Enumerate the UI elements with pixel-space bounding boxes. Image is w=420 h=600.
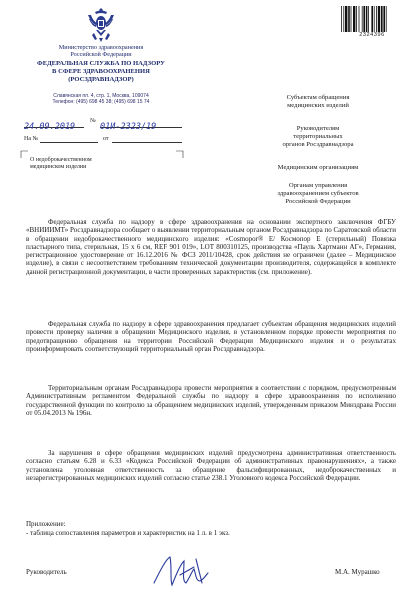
barcode-bar bbox=[359, 6, 360, 32]
recipient-line: Руководителям bbox=[296, 125, 340, 132]
sender-phone: Телефон: (495) 698 45 38; (495) 698 15 74 bbox=[52, 99, 150, 105]
sender-address: Славянская пл. 4, стр. 1, Москва, 109074 bbox=[53, 93, 149, 99]
agency-name-line2: В СФЕРЕ ЗДРАВООХРАНЕНИЯ bbox=[52, 68, 150, 75]
reply-from-label: от bbox=[103, 136, 109, 142]
document-date: 24.09.2019 bbox=[24, 122, 76, 132]
number-prefix: № bbox=[90, 118, 96, 124]
barcode-bar bbox=[383, 6, 385, 32]
barcode-bar bbox=[345, 6, 347, 32]
barcode-bar bbox=[376, 6, 377, 32]
recipient-line: здравоохранением субъектов bbox=[277, 190, 359, 197]
ministry-name-line2: Российской Федерации bbox=[70, 51, 132, 58]
reply-to-number-field bbox=[40, 135, 98, 143]
signatory-name: М.А. Мурашко bbox=[335, 568, 380, 576]
coat-of-arms-emblem bbox=[86, 6, 116, 44]
recipient-territorial-bodies bbox=[238, 125, 398, 149]
recipient-line: Органам управления bbox=[288, 182, 348, 189]
barcode-bar bbox=[371, 6, 373, 32]
subject-line2: медицинском изделии bbox=[30, 164, 87, 170]
barcode-bar bbox=[363, 6, 365, 32]
recipient-line: Субъектам обращения bbox=[286, 94, 350, 101]
handwritten-signature bbox=[150, 553, 230, 591]
number-field bbox=[100, 116, 182, 132]
body-paragraph-3: Территориальным органам Росздравнадзора провести мероприятия в соответствии с порядком, предусмотренным Административным регламентом Федеральной службы по надзору в сфере здравоохранения по исполнению государственной функции по контролю за обращением медицинских изделий, утвержденным приказом Минздрава России от 05.04.2013 № 196н. bbox=[26, 384, 396, 417]
annex-label: Приложение: bbox=[26, 520, 66, 528]
recipient-line: Российской Федерации bbox=[285, 198, 351, 205]
recipient-line: органов Росздравнадзора bbox=[282, 141, 354, 148]
subject bbox=[30, 157, 92, 171]
recipient-line: Медицинским организациям bbox=[277, 164, 359, 171]
body-paragraph-2: Федеральная служба по надзору в сфере здравоохранения предлагает субъектам обращения медицинских изделий провести проверку наличия в обращении Медицинского изделия, в установленном порядке провести мероприятия по предотвращению обращения на территории Российской Федерации Медицинского изделия и о результатах проинформировать соответствующий территориальный орган Росздравнадзора. bbox=[26, 320, 396, 353]
ministry-name-line1: Министерство здравоохранения bbox=[58, 44, 144, 51]
barcode-bar bbox=[381, 6, 383, 32]
subject-line1: О недоброкачественном bbox=[30, 157, 92, 163]
barcode-bar bbox=[343, 6, 344, 32]
body-paragraph-4: За нарушения в сфере обращения медицинских изделий предусмотрена административная ответственность согласно статьям 6.28 и 6.33 «Кодекса Российской Федерации об административных правонарушениях», а также установлена уголовная ответственность за обращение фальсифицированных, недоброкачественных и незарегистрированных медицинских изделий согласно статье 238.1 Уголовного кодекса Российской Федерации. bbox=[26, 449, 396, 482]
recipient-medical-organizations bbox=[238, 164, 398, 172]
signatory-position: Руководитель bbox=[26, 568, 67, 576]
barcode-bar bbox=[362, 6, 363, 32]
barcode-bar bbox=[368, 6, 369, 32]
recipient-line: медицинских изделий bbox=[287, 102, 349, 109]
reply-to-label: На № bbox=[24, 136, 39, 142]
document-number: 01И-2323/19 bbox=[100, 122, 157, 132]
recipient-circulation-subjects bbox=[238, 94, 398, 110]
barcode bbox=[340, 6, 404, 32]
agency-name-line1: ФЕДЕРАЛЬНАЯ СЛУЖБА ПО НАДЗОРУ bbox=[37, 60, 165, 67]
barcode-bar bbox=[366, 6, 368, 32]
barcode-bar bbox=[351, 6, 352, 32]
recipient-line: территориальных bbox=[293, 133, 343, 140]
agency-abbreviation: (РОСЗДРАВНАДЗОР) bbox=[68, 76, 134, 83]
barcode-bar bbox=[341, 6, 342, 32]
barcode-bar bbox=[378, 6, 380, 32]
barcode-bar bbox=[374, 6, 375, 32]
recipient-health-authorities bbox=[238, 182, 398, 206]
barcode-bar bbox=[348, 6, 350, 32]
barcode-number: 2324396 bbox=[359, 32, 385, 38]
barcode-bar bbox=[356, 6, 357, 32]
barcode-bar bbox=[386, 6, 387, 32]
reply-from-date-field bbox=[112, 135, 182, 143]
body-paragraph-1: Федеральная служба по надзору в сфере здравоохранения на основании экспертного заключения ФГБУ «ВНИИИМТ» Росздравнадзора сообщает о выявлении территориальным органом Росздравнадзора по Саратовской области в обращении недоброкачественного медицинского изделия: «Cosmopor® E/ Космопор Е (стерильный) Повязка пластырного типа, стерильная, 15 х 6 см, REF 901 019», LOT 800310125, производства «Пауль Хартманн АГ», Германия, регистрационное удостоверение от 16.12.2016 № ФСЗ 2011/10428, срок действия не ограничен (далее – Медицинское изделие), в связи с несоответствием требованиям технической документации производителя, содержащейся в комплекте данной регистрационной документации, в части проверенных характеристик (см. приложение). bbox=[26, 218, 396, 276]
barcode-bar bbox=[353, 6, 355, 32]
date-field bbox=[24, 116, 84, 132]
annex-item: - таблица сопоставления параметров и характеристик на 1 л. в 1 экз. bbox=[26, 529, 230, 537]
